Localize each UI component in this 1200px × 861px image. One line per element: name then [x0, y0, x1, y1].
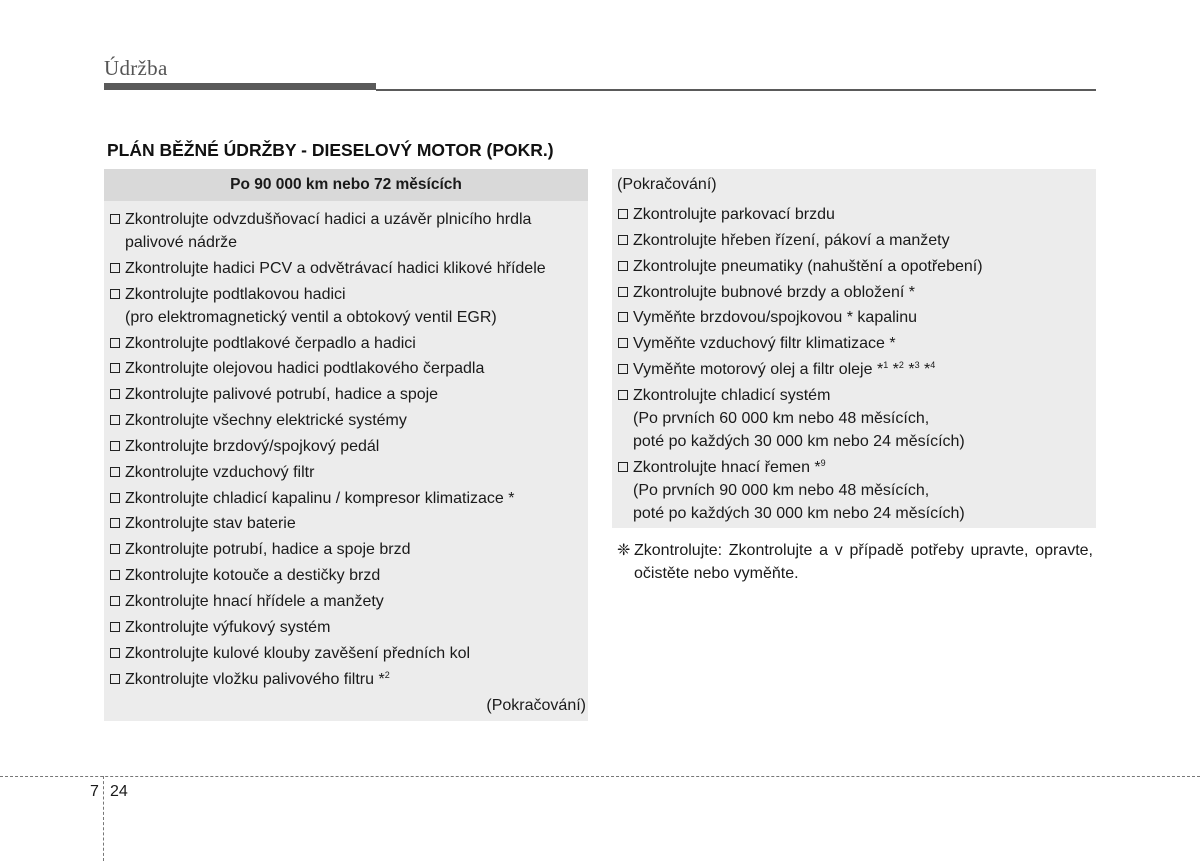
checklist-item-text: Zkontrolujte podtlakové čerpadlo a hadici: [125, 334, 416, 352]
checklist-item: [109, 668, 587, 691]
checklist-item-text: Zkontrolujte palivové potrubí, hadice a spoje: [125, 386, 439, 404]
item-text-part: Vyměňte motorový olej a filtr oleje *: [633, 361, 884, 379]
checkbox-icon: [110, 544, 120, 554]
left-continued-label: (Pokračování): [486, 697, 586, 714]
item-text-part: *: [919, 361, 931, 379]
item-text-part: Zkontrolujte hnací řemen *: [633, 458, 821, 476]
footer-vertical-divider: [103, 776, 104, 861]
checklist-item-text: [125, 668, 587, 691]
item-text-part: *: [888, 361, 899, 379]
checklist-item-text: Zkontrolujte chladicí kapalinu / kompresor klimatizace *: [125, 489, 515, 507]
checkbox-icon: [618, 261, 628, 271]
header-rule-thin: [376, 89, 1096, 91]
checkbox-icon: [110, 363, 120, 373]
chapter-number: 7: [90, 783, 99, 800]
checklist-item: [617, 456, 1093, 525]
checklist-item: [109, 383, 587, 406]
checkbox-icon: [110, 518, 120, 528]
checklist-item: [109, 487, 587, 510]
checklist-item: [617, 306, 1093, 329]
checkbox-icon: [618, 209, 628, 219]
checklist-item-text: Vyměňte brzdovou/spojkovou * kapalinu: [633, 309, 918, 327]
checklist-item-text: Zkontrolujte všechny elektrické systémy: [125, 412, 407, 430]
item-text-part: *: [903, 361, 915, 379]
checklist-item-text: Zkontrolujte kotouče a destičky brzd: [125, 567, 381, 585]
footnote-ref: 9: [820, 457, 826, 468]
checklist-item: [109, 357, 587, 380]
checklist-item-text: Zkontrolujte olejovou hadici podtlakového čerpadla: [125, 360, 485, 378]
checkbox-icon: [110, 570, 120, 580]
item-text-part: (Po prvních 90 000 km nebo 48 měsících, poté po každých 30 000 km nebo 24 měsících): [633, 481, 965, 522]
checklist-item-text: Zkontrolujte vzduchový filtr: [125, 463, 315, 481]
checklist-item-text: [633, 456, 1093, 525]
checklist-item: [109, 642, 587, 665]
checkbox-icon: [110, 289, 120, 299]
checkbox-icon: [618, 312, 628, 322]
checklist-item: [109, 564, 587, 587]
checklist-item-text: Zkontrolujte výfukový systém: [125, 618, 331, 636]
checklist-item-text: Zkontrolujte kulové klouby zavěšení předních kol: [125, 644, 471, 662]
checklist-item: [109, 208, 587, 254]
checkbox-icon: [110, 338, 120, 348]
checkbox-icon: [110, 263, 120, 273]
checkbox-icon: [110, 648, 120, 658]
item-text-part: Zkontrolujte vložku palivového filtru *: [125, 670, 385, 688]
checklist-item: [109, 409, 587, 432]
checklist-item: [109, 590, 587, 613]
page-title: PLÁN BĚŽNÉ ÚDRŽBY - DIESELOVÝ MOTOR (POKR.): [107, 140, 554, 160]
footnote-ref: 3: [914, 360, 920, 371]
left-checklist: [109, 208, 587, 693]
checkbox-icon: [110, 674, 120, 684]
right-continued-label: (Pokračování): [617, 176, 717, 193]
checklist-item: [109, 332, 587, 355]
note-text: Zkontrolujte: Zkontrolujte a v případě potřeby upravte, opravte, očistěte nebo vyměňte.: [634, 542, 1093, 582]
footnote-ref: 2: [384, 669, 390, 680]
checklist-item: [109, 512, 587, 535]
checklist-item-text: Zkontrolujte odvzdušňovací hadici a uzávěr plnicího hrdla palivové nádrže: [125, 211, 532, 251]
footnote-ref: 1: [883, 360, 889, 371]
checklist-item: [617, 229, 1093, 252]
section-header: Údržba: [104, 56, 168, 80]
footer-divider: [0, 776, 1200, 777]
checkbox-icon: [618, 338, 628, 348]
checkbox-icon: [110, 596, 120, 606]
checkbox-icon: [110, 389, 120, 399]
checklist-item-text: Zkontrolujte hnací hřídele a manžety: [125, 592, 384, 610]
checkbox-icon: [110, 622, 120, 632]
checklist-item-text: Vyměňte vzduchový filtr klimatizace *: [633, 335, 896, 353]
checklist-item: [109, 616, 587, 639]
checklist-item: [109, 538, 587, 561]
checkbox-icon: [618, 287, 628, 297]
left-panel-heading: Po 90 000 km nebo 72 měsících: [104, 169, 588, 201]
checklist-item-text: Zkontrolujte brzdový/spojkový pedál: [125, 437, 380, 455]
checklist-item-text: Zkontrolujte potrubí, hadice a spoje brzd: [125, 541, 411, 559]
checkbox-icon: [110, 415, 120, 425]
footnote-ref: 4: [930, 360, 936, 371]
checklist-item: [617, 358, 1093, 381]
checklist-item: [617, 384, 1093, 453]
checklist-item: [109, 283, 587, 329]
checkbox-icon: [618, 235, 628, 245]
checklist-item: [109, 461, 587, 484]
checklist-item: [617, 332, 1093, 355]
checklist-item-text: Zkontrolujte bubnové brzdy a obložení *: [633, 283, 915, 301]
checkbox-icon: [618, 364, 628, 374]
page-number: 24: [110, 783, 128, 800]
footnote-ref: 2: [898, 360, 904, 371]
checklist-item: [109, 257, 587, 280]
checklist-item-text: Zkontrolujte parkovací brzdu: [633, 206, 835, 223]
checkbox-icon: [618, 462, 628, 472]
checklist-item: [617, 255, 1093, 278]
checklist-item-text: Zkontrolujte hřeben řízení, pákoví a manžety: [633, 231, 950, 249]
checklist-item-text: Zkontrolujte chladicí systém (Po prvních 60 000 km nebo 48 měsících, poté po každých 30 000 km nebo 24 měsících): [633, 386, 965, 450]
checkbox-icon: [110, 441, 120, 451]
note-mark-icon: ❈: [617, 542, 631, 559]
header-rule-thick: [104, 83, 376, 90]
footnote-note: [617, 539, 1093, 585]
checklist-item-text: Zkontrolujte hadici PCV a odvětrávací hadici klikové hřídele: [125, 259, 546, 277]
checklist-item-text: Zkontrolujte stav baterie: [125, 515, 296, 533]
checklist-item: [617, 203, 1093, 226]
checklist-item: [109, 435, 587, 458]
right-checklist: [617, 203, 1093, 528]
checkbox-icon: [110, 214, 120, 224]
checklist-item-text: Zkontrolujte podtlakovou hadici (pro elektromagnetický ventil a obtokový ventil EGR): [125, 285, 497, 326]
checklist-item-text: [633, 358, 1093, 381]
checkbox-icon: [110, 493, 120, 503]
checkbox-icon: [618, 390, 628, 400]
checkbox-icon: [110, 467, 120, 477]
checklist-item-text: Zkontrolujte pneumatiky (nahuštění a opotřebení): [633, 257, 983, 275]
checklist-item: [617, 281, 1093, 304]
